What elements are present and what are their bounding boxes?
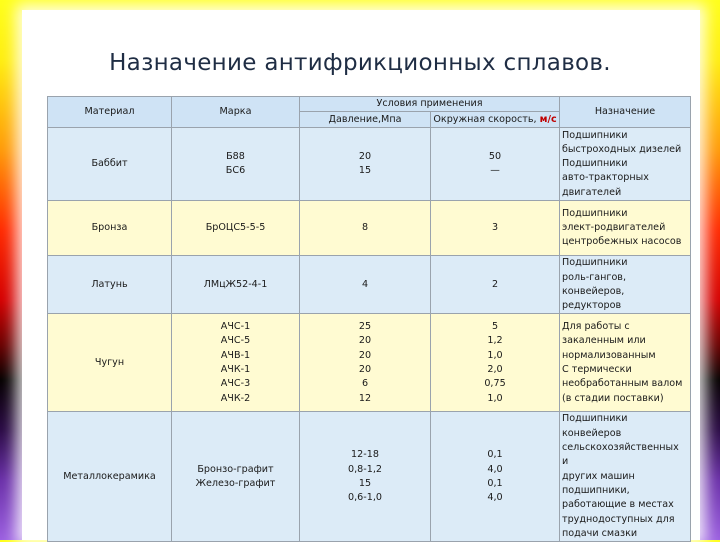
cell-grade: Б88 БС6	[172, 128, 300, 201]
cell-pressure: 4	[300, 256, 431, 314]
header-pressure: Давление,Мпа	[300, 112, 431, 128]
cell-purpose: Для работы с закаленным или нормализованным С термически необработанным валом (в стадии поставки)	[560, 314, 691, 412]
header-conditions: Условия применения	[300, 97, 560, 112]
cell-grade: БрОЦС5-5-5	[172, 201, 300, 256]
cell-grade: ЛМцЖ52-4-1	[172, 256, 300, 314]
table-row	[48, 201, 691, 256]
table-row	[48, 256, 691, 314]
header-speed-text: Окружная скорость,	[433, 113, 537, 125]
cell-material: Бронза	[48, 201, 172, 256]
cell-pressure: 12-18 0,8-1,2 15 0,6-1,0	[300, 412, 431, 542]
header-speed-unit: м/с	[539, 113, 557, 125]
header-speed	[431, 112, 560, 128]
table-row	[48, 128, 691, 201]
header-grade: Марка	[172, 97, 300, 128]
header-purpose: Назначение	[560, 97, 691, 128]
cell-grade: Бронзо-графит Железо-графит	[172, 412, 300, 542]
cell-grade: АЧС-1 АЧС-5 АЧВ-1 АЧК-1 АЧС-3 АЧК-2	[172, 314, 300, 412]
cell-material: Металлокерамика	[48, 412, 172, 542]
cell-pressure: 25 20 20 20 6 12	[300, 314, 431, 412]
cell-purpose: Подшипники быстроходных дизелей Подшипники авто-тракторных двигателей	[560, 128, 691, 201]
cell-speed: 3	[431, 201, 560, 256]
cell-purpose: Подшипники роль-гангов, конвейеров, редукторов	[560, 256, 691, 314]
cell-purpose: Подшипники элект-родвигателей центробежных насосов	[560, 201, 691, 256]
cell-pressure: 8	[300, 201, 431, 256]
cell-purpose: Подшипники конвейеров сельскохозяйственных и других машин подшипники, работающие в местах труднодоступных для подачи смазки	[560, 412, 691, 542]
cell-pressure: 20 15	[300, 128, 431, 201]
slide-title: Назначение антифрикционных сплавов.	[109, 50, 611, 76]
table-row	[48, 314, 691, 412]
header-material: Материал	[48, 97, 172, 128]
cell-speed: 5 1,2 1,0 2,0 0,75 1,0	[431, 314, 560, 412]
alloys-table	[47, 96, 691, 542]
cell-material: Латунь	[48, 256, 172, 314]
cell-material: Баббит	[48, 128, 172, 201]
cell-material: Чугун	[48, 314, 172, 412]
cell-speed: 0,1 4,0 0,1 4,0	[431, 412, 560, 542]
table-row	[48, 412, 691, 542]
cell-speed: 50 —	[431, 128, 560, 201]
cell-speed: 2	[431, 256, 560, 314]
